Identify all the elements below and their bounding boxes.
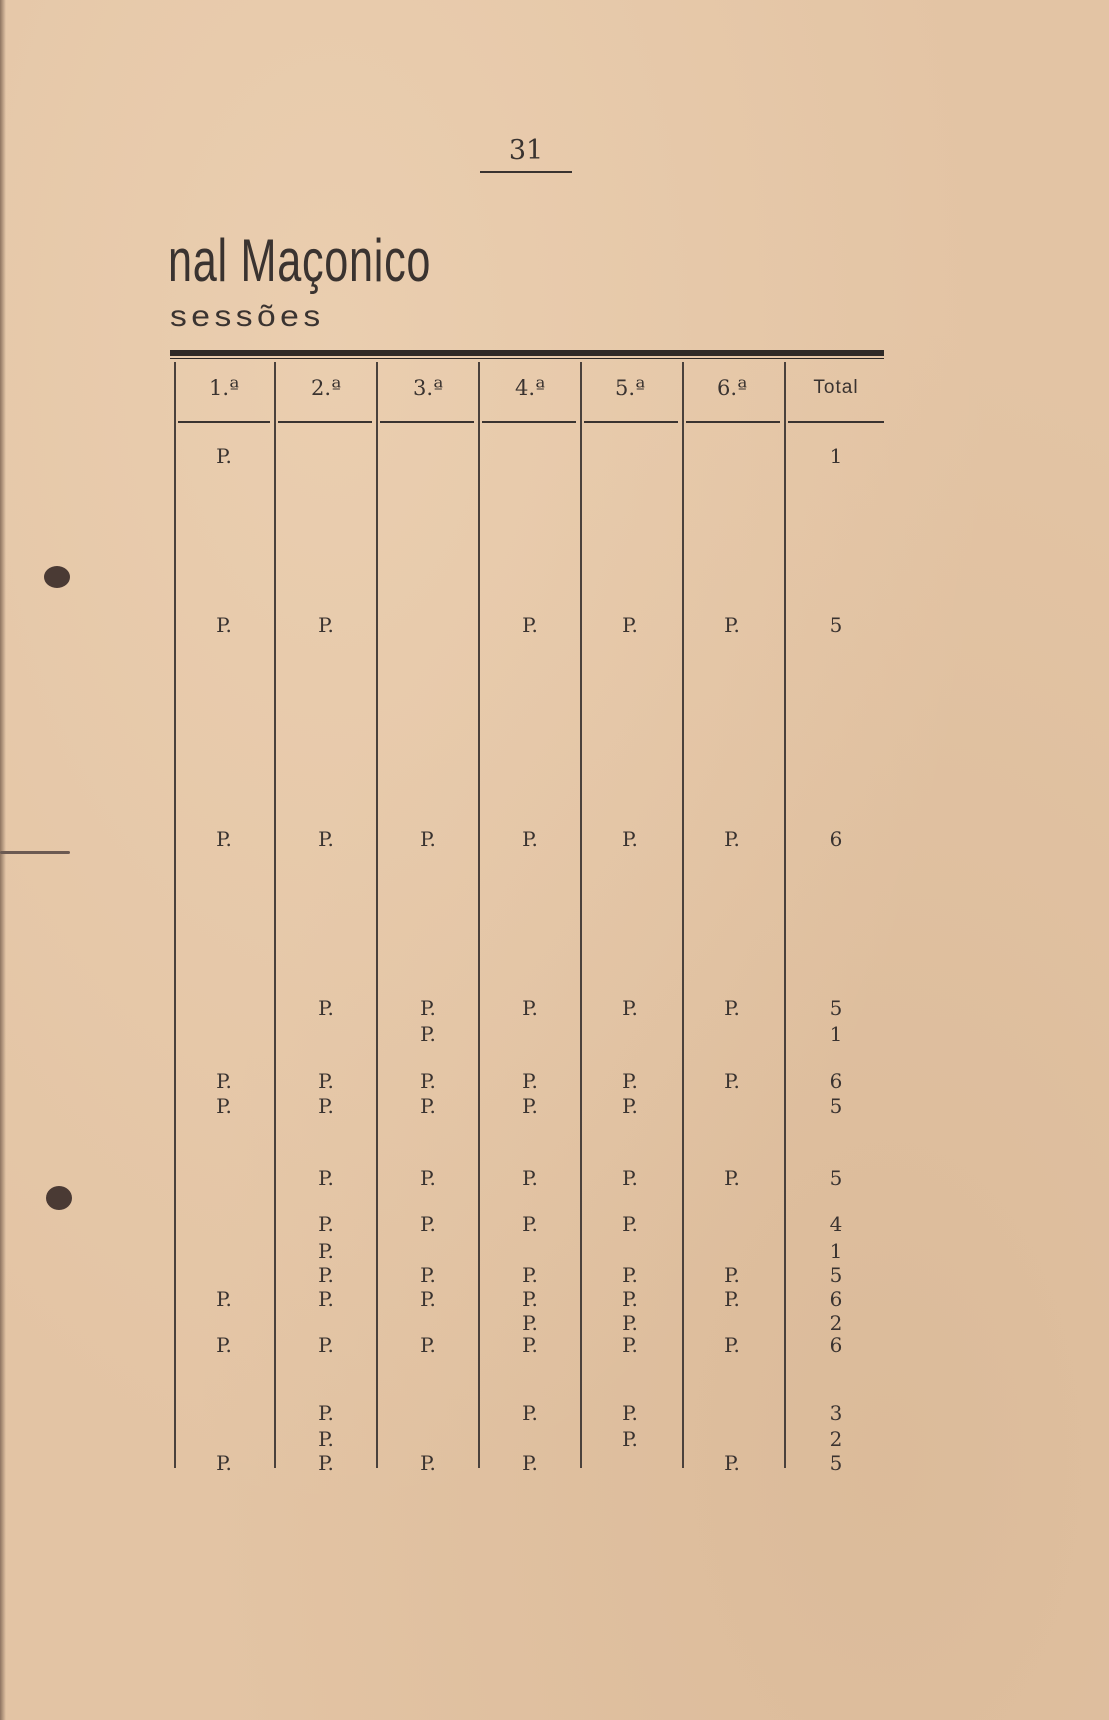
presence-mark-cell: P.	[622, 1212, 638, 1236]
presence-mark-cell: P.	[522, 1166, 538, 1190]
presence-mark-cell: P.	[216, 1451, 232, 1475]
presence-mark-cell: P.	[622, 1094, 638, 1118]
row-total-cell: 5	[829, 1166, 843, 1190]
presence-mark-cell: P.	[318, 827, 334, 851]
header-underline	[584, 421, 678, 423]
presence-mark-cell: P.	[522, 1401, 538, 1425]
row-total-cell: 6	[829, 1069, 843, 1093]
table-top-rule	[170, 350, 884, 356]
row-total-cell: 1	[829, 1239, 843, 1263]
presence-mark-cell: P.	[318, 1263, 334, 1287]
presence-mark-cell: P.	[420, 1451, 436, 1475]
presence-mark-cell: P.	[622, 1166, 638, 1190]
presence-mark-cell: P.	[522, 1212, 538, 1236]
column-header-session: 3.ª	[412, 376, 443, 400]
presence-mark-cell: P.	[420, 1263, 436, 1287]
presence-mark-cell: P.	[522, 1069, 538, 1093]
presence-mark-cell: P.	[216, 1287, 232, 1311]
page-number-underline	[480, 171, 572, 173]
presence-mark-cell: P.	[420, 1212, 436, 1236]
presence-mark-cell: P.	[216, 1094, 232, 1118]
presence-mark-cell: P.	[420, 1069, 436, 1093]
header-underline	[278, 421, 372, 423]
presence-mark-cell: P.	[724, 1333, 740, 1357]
row-total-cell: 3	[829, 1401, 843, 1425]
presence-mark-cell: P.	[420, 1094, 436, 1118]
presence-mark-cell: P.	[318, 1239, 334, 1263]
presence-mark-cell: P.	[522, 1451, 538, 1475]
presence-mark-cell: P.	[622, 1401, 638, 1425]
presence-mark-cell: P.	[622, 1333, 638, 1357]
header-underline	[788, 421, 884, 423]
presence-mark-cell: P.	[420, 1166, 436, 1190]
row-total-cell: 6	[829, 1287, 843, 1311]
row-total-cell: 4	[829, 1212, 843, 1236]
presence-mark-cell: P.	[622, 996, 638, 1020]
presence-mark-cell: P.	[420, 1333, 436, 1357]
presence-mark-cell: P.	[318, 1094, 334, 1118]
row-total-cell: 5	[829, 613, 843, 637]
presence-mark-cell: P.	[622, 1069, 638, 1093]
column-header-session: 5.ª	[614, 376, 645, 400]
row-total-cell: 5	[829, 1094, 843, 1118]
presence-mark-cell: P.	[522, 1311, 538, 1335]
column-header-session: 6.ª	[716, 376, 747, 400]
presence-mark-cell: P.	[318, 1427, 334, 1451]
presence-mark-cell: P.	[522, 613, 538, 637]
presence-mark-cell: P.	[318, 1069, 334, 1093]
presence-mark-cell: P.	[622, 1311, 638, 1335]
presence-mark-cell: P.	[622, 1427, 638, 1451]
page-number: 31	[508, 135, 544, 166]
row-total-cell: 1	[829, 444, 843, 468]
header-underline	[380, 421, 474, 423]
column-header-session: 2.ª	[310, 376, 341, 400]
row-total-cell: 6	[829, 1333, 843, 1357]
presence-mark-cell: P.	[522, 1263, 538, 1287]
presence-mark-cell: P.	[724, 1263, 740, 1287]
presence-mark-cell: P.	[724, 1166, 740, 1190]
presence-mark-cell: P.	[724, 996, 740, 1020]
presence-mark-cell: P.	[622, 1263, 638, 1287]
presence-mark-cell: P.	[522, 1333, 538, 1357]
presence-mark-cell: P.	[724, 1451, 740, 1475]
page-left-edge	[0, 0, 6, 1720]
presence-mark-cell: P.	[420, 996, 436, 1020]
presence-mark-cell: P.	[724, 1069, 740, 1093]
row-total-cell: 1	[829, 1022, 843, 1046]
presence-mark-cell: P.	[420, 1022, 436, 1046]
header-underline	[482, 421, 576, 423]
presence-mark-cell: P.	[724, 613, 740, 637]
presence-mark-cell: P.	[318, 1166, 334, 1190]
presence-mark-cell: P.	[622, 827, 638, 851]
presence-mark-cell: P.	[522, 827, 538, 851]
presence-mark-cell: P.	[318, 1451, 334, 1475]
presence-mark-cell: P.	[420, 827, 436, 851]
row-total-cell: 5	[829, 1263, 843, 1287]
presence-mark-cell: P.	[318, 996, 334, 1020]
presence-mark-cell: P.	[318, 613, 334, 637]
page-title: nal Maçonico	[168, 227, 432, 294]
presence-mark-cell: P.	[622, 613, 638, 637]
presence-mark-cell: P.	[318, 1287, 334, 1311]
binding-thread-mark	[0, 851, 70, 854]
presence-mark-cell: P.	[216, 1069, 232, 1093]
presence-mark-cell: P.	[318, 1212, 334, 1236]
row-total-cell: 5	[829, 996, 843, 1020]
presence-mark-cell: P.	[522, 1287, 538, 1311]
presence-mark-cell: P.	[318, 1333, 334, 1357]
row-total-cell: 6	[829, 827, 843, 851]
presence-mark-cell: P.	[522, 1094, 538, 1118]
table-top-thin-rule	[170, 358, 884, 359]
presence-mark-cell: P.	[420, 1287, 436, 1311]
presence-mark-cell: P.	[724, 827, 740, 851]
column-header-session: 1.ª	[208, 376, 239, 400]
row-total-cell: 2	[829, 1311, 843, 1335]
presence-mark-cell: P.	[522, 996, 538, 1020]
header-underline	[178, 421, 270, 423]
column-header-session: 4.ª	[514, 376, 545, 400]
page-subtitle: sessões	[170, 300, 325, 333]
binding-hole-lower	[46, 1186, 72, 1210]
presence-mark-cell: P.	[622, 1287, 638, 1311]
presence-mark-cell: P.	[318, 1401, 334, 1425]
row-total-cell: 5	[829, 1451, 843, 1475]
row-total-cell: 2	[829, 1427, 843, 1451]
presence-mark-cell: P.	[216, 444, 232, 468]
presence-mark-cell: P.	[216, 613, 232, 637]
presence-mark-cell: P.	[216, 827, 232, 851]
presence-mark-cell: P.	[216, 1333, 232, 1357]
header-underline	[686, 421, 780, 423]
presence-mark-cell: P.	[724, 1287, 740, 1311]
column-header-total: Total	[813, 377, 859, 398]
binding-hole-upper	[44, 566, 70, 588]
